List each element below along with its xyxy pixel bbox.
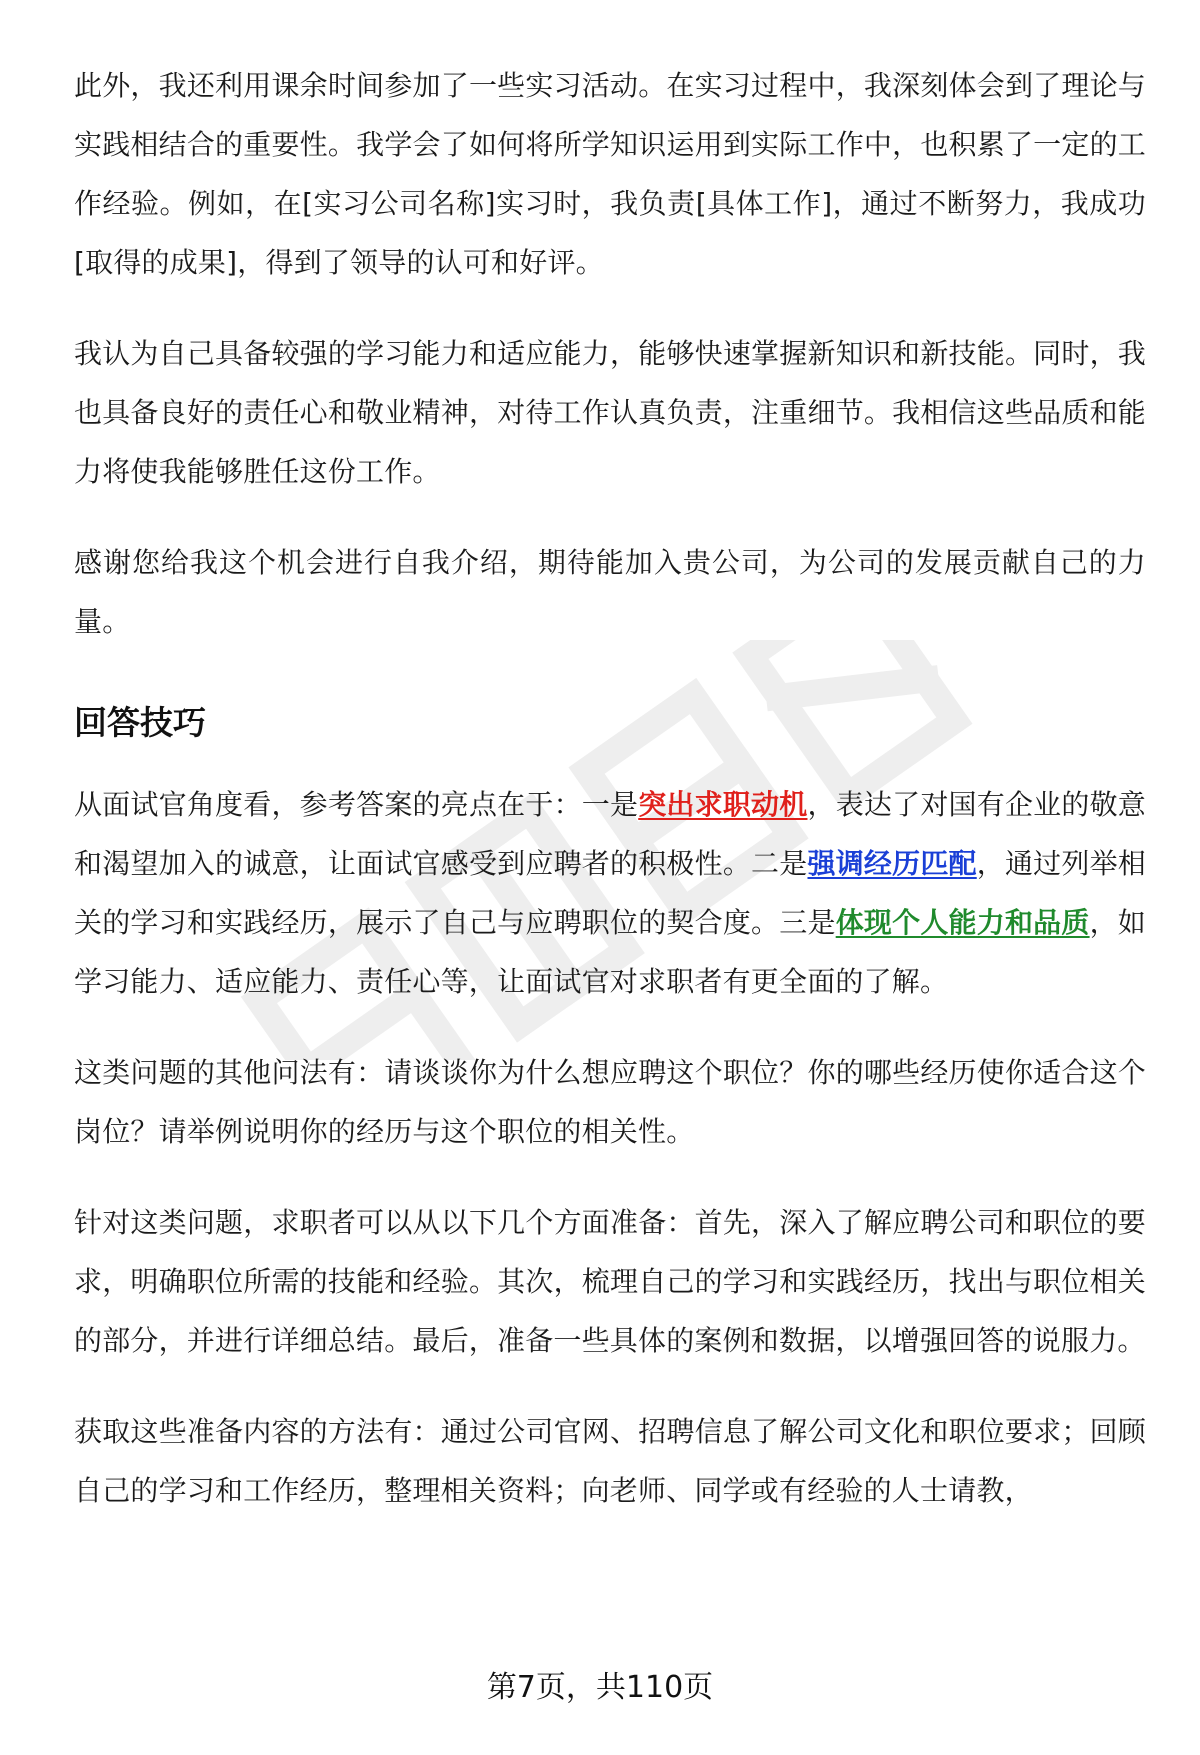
highlight-ability-quality: 体现个人能力和品质 [835,906,1090,939]
section-heading: 回答技巧 [74,703,206,742]
highlight-motivation: 突出求职动机 [638,788,808,821]
tips-text-part3: ，通过列举相关的学习和实践经历，展示了自己与应聘职位的契合度。三是 [74,847,1147,939]
paragraph-tips [74,775,1146,1011]
tips-text-part2: ，表达了对国有企业的敬意和渴望加入的诚意，让面试官感受到应聘者的积极性。二是 [74,788,1146,880]
tips-text-part4: ，如学习能力、适应能力、责任心等，让面试官对求职者有更全面的了解。 [74,906,1147,998]
highlight-experience-match: 强调经历匹配 [807,847,977,880]
paragraph-preparation: 针对这类问题，求职者可以从以下几个方面准备：首先，深入了解应聘公司和职位的要求，明确职位所需的技能和经验。其次，梳理自己的学习和实践经历，找出与职位相关的部分，并进行详细总结。最后，准备一些具体的案例和数据，以增强回答的说服力。 [74,1206,1146,1357]
paragraph-abilities: 我认为自己具备较强的学习能力和适应能力，能够快速掌握新知识和新技能。同时，我也具备良好的责任心和敬业精神，对待工作认真负责，注重细节。我相信这些品质和能力将使我能够胜任这份工作。 [74,337,1146,488]
page-number: 第7页，共110页 [486,1670,714,1705]
paragraph-methods: 获取这些准备内容的方法有：通过公司官网、招聘信息了解公司文化和职位要求；回顾自己的学习和工作经历，整理相关资料；向老师、同学或有经验的人士请教， [74,1415,1146,1507]
tips-text-part1: 从面试官角度看，参考答案的亮点在于：一是 [74,788,639,821]
paragraph-internship: 此外，我还利用课余时间参加了一些实习活动。在实习过程中，我深刻体会到了理论与实践相结合的重要性。我学会了如何将所学知识运用到实际工作中，也积累了一定的工作经验。例如，在[实习公司名称]实习时，我负责[具体工作]，通过不断努力，我成功[取得的成果]，得到了领导的认可和好评。 [74,69,1146,279]
document-body [74,56,1146,1552]
paragraph-other-questions: 这类问题的其他问法有：请谈谈你为什么想应聘这个职位？你的哪些经历使你适合这个岗位？请举例说明你的经历与这个职位的相关性。 [74,1056,1146,1148]
paragraph-thanks: 感谢您给我这个机会进行自我介绍，期待能加入贵公司，为公司的发展贡献自己的力量。 [74,546,1146,638]
